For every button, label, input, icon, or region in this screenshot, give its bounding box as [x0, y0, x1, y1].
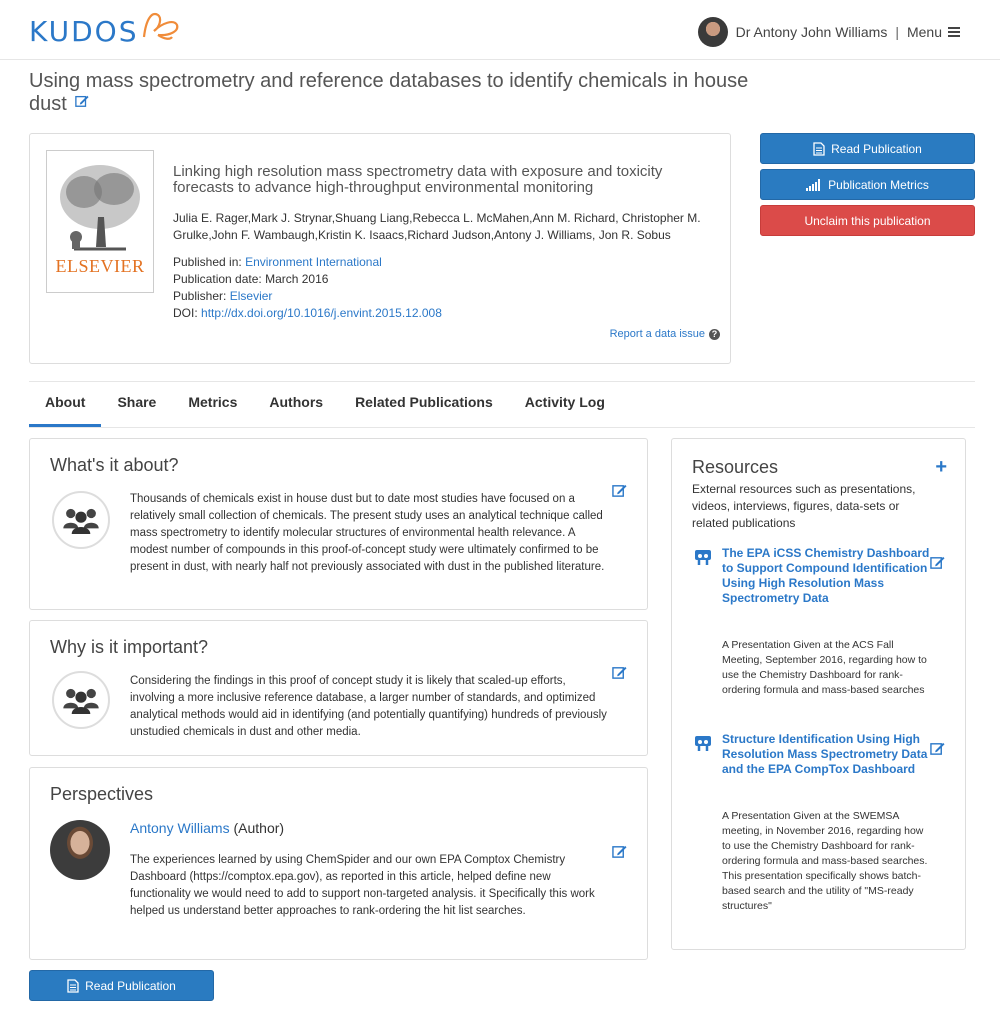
resources-heading: Resources	[692, 457, 779, 477]
journal-link[interactable]: Environment International	[245, 255, 382, 269]
publisher-logo-text: ELSEVIER	[55, 256, 145, 276]
read-publication-bottom-button[interactable]	[29, 970, 214, 1001]
resource-description: A Presentation Given at the ACS Fall Meeting, September 2016, regarding how to use the Chemistry Dashboard for rank-ordering formula and mass-based searches	[722, 639, 927, 696]
published-in-row	[173, 254, 718, 271]
user-separator: |	[895, 24, 899, 40]
importance-text: Considering the findings in this proof of concept study it is likely that scaled-up efforts, involving a more inclusive reference database, a larger number of standards, and optimized analytical methods would aid in identifying (and potentially quantifying) hundreds of previously unstudied chemicals in dust and other media.	[130, 675, 607, 738]
signal-bars-icon	[806, 179, 822, 191]
logo-text: KUDOS	[29, 15, 139, 48]
perspectives-panel	[29, 767, 648, 960]
resources-panel	[671, 438, 966, 950]
slideshare-icon	[694, 549, 712, 567]
page-title	[29, 70, 759, 116]
elsevier-tree-logo	[54, 157, 146, 257]
date-label: Publication date:	[173, 272, 262, 286]
resources-description: External resources such as presentations, videos, interviews, figures, data-sets or related publications	[692, 482, 916, 530]
resource-description: A Presentation Given at the SWEMSA meeting, in November 2016, regarding how to use the Chemistry Dashboard for rank-ordering formula and mass-based searches. This presentation specifically shows batch-based search and the utility of "MS-ready structures"	[722, 810, 928, 912]
tab-about[interactable]: About	[29, 382, 101, 427]
publication-info	[173, 164, 718, 322]
publication-metrics-label: Publication Metrics	[828, 177, 929, 192]
edit-icon[interactable]	[612, 665, 627, 680]
doi-row	[173, 305, 718, 322]
publication-authors: Julia E. Rager,Mark J. Strynar,Shuang Liang,Rebecca L. McMahen,Ann M. Richard, Christopher M. Grulke,John F. Wambaugh,Kristin K. Isaacs,Richard Judson,Antony J. Williams, Jon R. Sobus	[173, 211, 701, 242]
perspective-author	[130, 820, 284, 836]
perspective-text: The experiences learned by using ChemSpider and our own EPA Comptox Chemistry Dashboard (https://comptox.epa.gov), as reported in this article, helped define new functionality we would need to add to support non-targeted analysis. it Specifically this work helped us understand better approaches to rank-ordering the hit list searches.	[130, 854, 595, 917]
tab-authors[interactable]: Authors	[269, 394, 324, 410]
tab-share[interactable]: Share	[117, 394, 157, 410]
author-link[interactable]: Antony Williams	[130, 820, 230, 836]
report-issue-label[interactable]: Report a data issue	[609, 328, 705, 340]
tab-metrics[interactable]: Metrics	[188, 394, 238, 410]
doi-label: DOI:	[173, 306, 198, 320]
author-role: (Author)	[233, 820, 285, 836]
tab-related-publications[interactable]: Related Publications	[355, 394, 493, 410]
user-menu[interactable]	[698, 17, 960, 47]
about-text: Thousands of chemicals exist in house dust but to date most studies have focused on a relatively small collection of chemicals. The present study uses an analytical technique called mass spectrometry to identify molecular structures of environmental health relevance. A modest number of compounds in this proof-of-concept study were ultimately confirmed to be present in dust, with nearly half not previously associated with dust in the published literature.	[130, 493, 605, 573]
question-icon: ?	[709, 329, 720, 340]
importance-heading: Why is it important?	[50, 637, 209, 657]
people-icon	[52, 671, 110, 729]
date-row	[173, 271, 718, 288]
publisher-row	[173, 288, 718, 305]
edit-icon[interactable]	[930, 555, 945, 570]
slideshare-icon	[694, 735, 712, 753]
menu-label[interactable]: Menu	[906, 24, 942, 40]
publication-metrics-button[interactable]	[760, 169, 975, 200]
read-publication-label: Read Publication	[831, 141, 922, 156]
publication-meta	[173, 254, 718, 322]
resource-title-link[interactable]: Structure Identification Using High Resolution Mass Spectrometry Data and the EPA CompTox Dashboard	[722, 732, 928, 776]
importance-panel	[29, 620, 648, 756]
edit-icon[interactable]	[612, 483, 627, 498]
perspectives-heading: Perspectives	[50, 784, 154, 804]
date-value: March 2016	[265, 272, 329, 286]
publisher-label: Publisher:	[173, 289, 227, 303]
tab-bar	[29, 382, 975, 428]
edit-icon[interactable]	[612, 844, 627, 859]
people-icon	[52, 491, 110, 549]
edit-icon[interactable]	[930, 741, 945, 756]
unclaim-label: Unclaim this publication	[804, 213, 931, 228]
tab-activity-log[interactable]: Activity Log	[524, 394, 605, 410]
page-title-text: Using mass spectrometry and reference databases to identify chemicals in house dust	[29, 70, 749, 115]
kudos-logo[interactable]	[29, 14, 180, 50]
read-publication-bottom-label: Read Publication	[85, 978, 176, 993]
hamburger-icon[interactable]	[948, 27, 960, 37]
published-in-label: Published in:	[173, 255, 242, 269]
document-icon	[813, 142, 825, 156]
about-panel	[29, 438, 648, 610]
read-publication-button[interactable]	[760, 133, 975, 164]
report-issue-link[interactable]	[610, 328, 720, 340]
unclaim-publication-button[interactable]	[760, 205, 975, 236]
user-name[interactable]: Dr Antony John Williams	[735, 24, 888, 40]
publisher-link[interactable]: Elsevier	[229, 289, 273, 303]
resource-title-link[interactable]: The EPA iCSS Chemistry Dashboard to Support Compound Identification Using High Resolution Mass Spectrometry Data	[722, 546, 930, 605]
doi-link[interactable]: http://dx.doi.org/10.1016/j.envint.2015.12.008	[201, 306, 442, 320]
document-icon	[67, 979, 79, 993]
butterfly-icon	[140, 9, 180, 43]
add-resource-button[interactable]: +	[935, 456, 947, 478]
edit-icon[interactable]	[75, 94, 89, 108]
about-heading: What's it about?	[50, 455, 179, 475]
publisher-cover	[46, 150, 154, 293]
avatar[interactable]	[698, 17, 728, 47]
author-photo[interactable]	[50, 820, 110, 880]
publication-title: Linking high resolution mass spectrometry data with exposure and toxicity forecasts to advance high-throughput environmental monitoring	[173, 163, 663, 196]
publication-card	[29, 133, 731, 364]
top-bar	[0, 0, 1000, 60]
